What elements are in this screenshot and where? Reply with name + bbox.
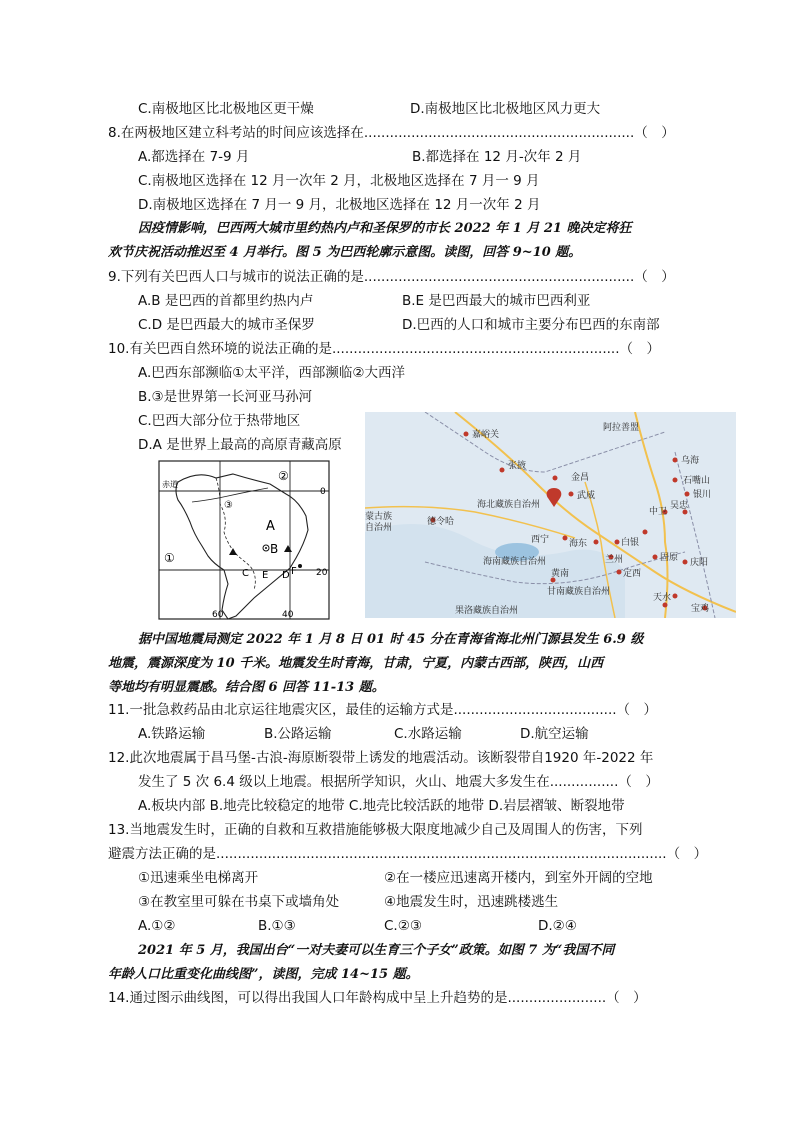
q13-stem-cont: 避震方法正确的是.........................................................................................................（ ） bbox=[108, 846, 708, 862]
q9-option-b: B.E 是巴西最大的城市巴西利亚 bbox=[402, 293, 591, 309]
passage-quake-line2: 地震，震源深度为 10 千米。地震发生时青海，甘肃，宁夏，内蒙古西部，陕西，山西 bbox=[108, 656, 604, 671]
q12-options: A.板块内部 B.地壳比较稳定的地带 C.地壳比较活跃的地带 D.岩层褶皱、断裂地带 bbox=[138, 798, 625, 814]
place-alashan: 阿拉善盟 bbox=[603, 423, 640, 433]
label-circle2: ② bbox=[278, 469, 289, 483]
q8-option-b: B.都选择在 12 月-次年 2 月 bbox=[412, 149, 582, 165]
place-shizuishan: 石嘴山 bbox=[683, 476, 711, 486]
label-b: B bbox=[270, 542, 279, 556]
q14-stem: 14.通过图示曲线图，可以得出我国人口年龄构成中呈上升趋势的是.......................（ ） bbox=[108, 990, 647, 1006]
quake-region-map bbox=[365, 412, 736, 618]
q11-option-a: A.铁路运输 bbox=[138, 726, 206, 742]
q9-stem: 9.下列有关巴西人口与城市的说法正确的是...............................................................（ ） bbox=[108, 269, 675, 285]
place-guyuan: 固原 bbox=[660, 553, 679, 563]
q8-option-d: D.南极地区选择在 7 月一 9 月，北极地区选择在 12 月一次年 2 月 bbox=[138, 197, 541, 213]
q13-stem: 13.当地震发生时，正确的自救和互救措施能够极大限度地减少自己及周围人的伤害，下列 bbox=[108, 822, 643, 838]
place-xining: 西宁 bbox=[531, 535, 550, 545]
label-circle3: ③ bbox=[224, 500, 233, 511]
q7-option-c: C.南极地区比北极地区更干燥 bbox=[138, 101, 314, 117]
place-guoluo: 果洛藏族自治州 bbox=[455, 606, 519, 616]
q13-item-4: ④地震发生时，迅速跳楼逃生 bbox=[384, 894, 559, 910]
passage-quake-line1: 据中国地震局测定 2022 年 1 月 8 日 01 时 45 分在青海省海北州门源县发生 6.9 级 bbox=[138, 632, 644, 647]
label-lat20: 20 bbox=[316, 568, 328, 578]
q7-option-d: D.南极地区比北极地区风力更大 bbox=[410, 101, 601, 117]
q10-option-b: B.③是世界第一长河亚马孙河 bbox=[138, 389, 313, 405]
q12-stem-cont: 发生了 5 次 6.4 级以上地震。根据所学知识，火山、地震大多发生在................（ ） bbox=[138, 774, 659, 790]
passage-population-line2: 年龄人口比重变化曲线图”，读图，完成 14~15 题。 bbox=[108, 967, 419, 982]
place-qingyang: 庆阳 bbox=[690, 558, 709, 568]
passage-brazil-line1: 因疫情影响，巴西两大城市里约热内卢和圣保罗的市长 2022 年 1 月 21 晚决定将狂 bbox=[138, 221, 632, 236]
place-mengguzu2: 自治州 bbox=[365, 523, 393, 533]
q13-item-3: ③在教室里可躲在书桌下或墙角处 bbox=[138, 894, 340, 910]
place-tianshui: 天水 bbox=[653, 593, 672, 603]
place-wuwei: 武威 bbox=[577, 491, 596, 501]
passage-population-line1: 2021 年 5 月，我国出台“一对夫妻可以生育三个子女”政策。如图 7 为“我国不同 bbox=[138, 943, 615, 958]
q9-option-d: D.巴西的人口和城市主要分布巴西的东南部 bbox=[402, 317, 660, 333]
label-e: E bbox=[262, 570, 269, 581]
place-lanzhou: 兰州 bbox=[605, 555, 624, 565]
place-zhongwei: 中卫 bbox=[649, 507, 668, 517]
place-baoji: 宝鸡 bbox=[691, 604, 710, 614]
label-lon40: 40 bbox=[282, 610, 294, 620]
place-mengguzu1: 蒙古族 bbox=[365, 512, 393, 522]
q13-option-a: A.①② bbox=[138, 918, 176, 934]
label-a: A bbox=[266, 519, 275, 534]
brazil-outline-map bbox=[158, 460, 330, 620]
place-baiyin: 白银 bbox=[621, 538, 640, 548]
q10-option-d: D.A 是世界上最高的高原青藏高原 bbox=[138, 437, 342, 453]
q11-option-c: C.水路运输 bbox=[394, 726, 462, 742]
place-wuhai: 乌海 bbox=[681, 456, 700, 466]
q13-item-1: ①迅速乘坐电梯离开 bbox=[138, 870, 259, 886]
place-hainan: 海南藏族自治州 bbox=[483, 557, 547, 567]
place-haidong: 海东 bbox=[569, 539, 588, 549]
place-huangnan: 黄南 bbox=[551, 569, 570, 579]
q10-stem: 10.有关巴西自然环境的说法正确的是...................................................................（ ） bbox=[108, 341, 660, 357]
place-dingxi: 定西 bbox=[623, 569, 642, 579]
place-gannan: 甘南藏族自治州 bbox=[547, 587, 611, 597]
place-yinchuan: 银川 bbox=[693, 490, 712, 500]
label-c: C bbox=[242, 568, 249, 579]
place-jiayuguan: 嘉峪关 bbox=[472, 430, 500, 440]
q13-option-b: B.①③ bbox=[258, 918, 296, 934]
q11-stem: 11.一批急救药品由北京运往地震灾区，最佳的运输方式是......................................（ ） bbox=[108, 702, 658, 718]
q12-stem: 12.此次地震属于昌马堡-古浪-海原断裂带上诱发的地震活动。该断裂带自1920 年-2022 年 bbox=[108, 750, 654, 766]
q13-option-c: C.②③ bbox=[384, 918, 422, 934]
passage-quake-line3: 等地均有明显震感。结合图 6 回答 11-13 题。 bbox=[108, 680, 385, 695]
q9-option-a: A.B 是巴西的首都里约热内卢 bbox=[138, 293, 314, 309]
q8-option-a: A.都选择在 7-9 月 bbox=[138, 149, 250, 165]
place-zhangye: 张掖 bbox=[508, 461, 527, 471]
place-jinchang: 金昌 bbox=[571, 473, 590, 483]
label-equator: 赤道 bbox=[162, 480, 178, 489]
q11-option-b: B.公路运输 bbox=[264, 726, 332, 742]
q9-option-c: C.D 是巴西最大的城市圣保罗 bbox=[138, 317, 315, 333]
q10-option-a: A.巴西东部濒临①太平洋，西部濒临②大西洋 bbox=[138, 365, 405, 381]
label-f: F bbox=[291, 566, 297, 577]
city-marker-d bbox=[298, 564, 302, 568]
q13-item-2: ②在一楼应迅速离开楼内，到室外开阔的空地 bbox=[384, 870, 653, 886]
passage-brazil-line2: 欢节庆祝活动推迟至 4 月举行。图 5 为巴西轮廓示意图。读图，回答 9~10 题。 bbox=[108, 245, 582, 260]
q8-stem: 8.在两极地区建立科考站的时间应该选择在...............................................................（ ） bbox=[108, 125, 675, 141]
q8-option-c: C.南极地区选择在 12 月一次年 2 月，北极地区选择在 7 月一 9 月 bbox=[138, 173, 540, 189]
label-circle1: ① bbox=[164, 551, 175, 565]
q13-option-d: D.②④ bbox=[538, 918, 577, 934]
place-haibei: 海北藏族自治州 bbox=[477, 500, 541, 510]
q11-option-d: D.航空运输 bbox=[520, 726, 589, 742]
label-lon60: 60 bbox=[212, 610, 224, 620]
place-wuzhong: 吴忠 bbox=[670, 501, 689, 511]
label-d: D bbox=[282, 570, 290, 581]
q10-option-c: C.巴西大部分位于热带地区 bbox=[138, 413, 301, 429]
label-lat0: 0 bbox=[320, 487, 326, 497]
place-delingha: 德令哈 bbox=[427, 517, 455, 527]
